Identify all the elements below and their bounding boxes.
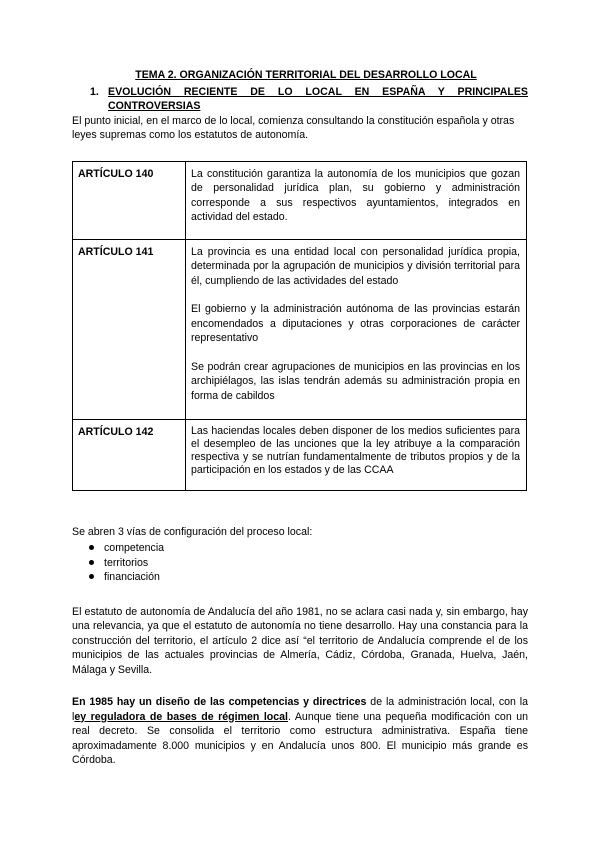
list-item: competencia (92, 541, 528, 556)
estatuto-paragraph: El estatuto de autonomía de Andalucía del año 1981, no se aclara casi nada y, sin embargo, hay una relevancia, ya que el estatuto de autonomía no tiene desarrollo. Hay una constancia para la construcción del territorio, el artículo 2 dice así “el territorio de Andalucía comprende el de los municipios de las actuales provincias de Almería, Cádiz, Córdoba, Granada, Huelva, Jaén, Málaga y Sevilla. (72, 605, 528, 676)
intro-paragraph: El punto inicial, en el marco de lo local, comienza consultando la constitución española y otras leyes supremas como los estatutos de autonomía. (72, 114, 515, 141)
document-title: TEMA 2. ORGANIZACIÓN TERRITORIAL DEL DESARROLLO LOCAL (135, 69, 477, 81)
article-label: ARTÍCULO 140 (73, 161, 186, 239)
section-heading-line1: EVOLUCIÓN RECIENTE DE LO LOCAL EN ESPAÑA Y PRINCIPALES (108, 85, 528, 98)
article-paragraph: Se podrán crear agrupaciones de municipios en las provincias en los archipiélagos, las islas tendrán además su administración propia en forma de cabildos (191, 360, 520, 402)
bullet-icon (89, 560, 94, 565)
section-heading-line2: CONTROVERSIAS (108, 100, 201, 112)
en1985-paragraph: En 1985 hay un diseño de las competencias y directrices de la administración local, con la ley reguladora de bases de régimen local. Aunque tiene una pequeña modificación con un real decreto. Se consolida el territorio como estructura administrativa. España tiene aproximadamente 8.000 municipios y en Andalucía unos 800. El municipio más grande es Córdoba. (72, 696, 529, 766)
document-page (72, 68, 528, 768)
section-number: 1. (90, 85, 99, 98)
article-paragraph: La provincia es una entidad local con personalidad jurídica propia, determinada por la agrupación de municipios y división territorial para él, cumpliendo de las actividades del estado (191, 245, 520, 287)
vias-list (72, 541, 528, 585)
table-row (73, 419, 527, 490)
en1985-bold-lead: En 1985 hay un diseño de las competencias y directrices (72, 696, 367, 708)
article-paragraph: Las haciendas locales deben disponer de los medios suficientes para el desempleo de las unciones que la ley atribuye a la comparación respectiva y se nutrían fundamentalmente de tributos propios y de la participación en los estados y de las CCAA (191, 424, 520, 476)
article-label: ARTÍCULO 141 (73, 239, 186, 419)
table-row (73, 239, 527, 419)
section-heading (72, 85, 528, 114)
article-paragraph: El gobierno y la administración autónoma de las provincias estarán encomendados a diputaciones y otras corporaciones de carácter representativo (191, 303, 520, 344)
list-item: financiación (92, 570, 528, 585)
vias-intro: Se abren 3 vías de configuración del proceso local: (72, 525, 313, 538)
list-item: territorios (92, 556, 528, 571)
article-text (186, 161, 527, 239)
bullet-icon (89, 545, 94, 550)
article-text (186, 419, 527, 490)
article-label: ARTÍCULO 142 (73, 419, 186, 490)
articles-table (72, 161, 527, 491)
law-name: ey reguladora de bases de régimen local (74, 710, 288, 723)
article-paragraph: La constitución garantiza la autonomía de los municipios que gozan de personalidad jurídica plan, su gobierno y administración corresponde a sus respectivos ayuntamientos, integrados en actividad del estado. (191, 167, 520, 223)
table-row (73, 161, 527, 239)
bullet-icon (89, 574, 94, 579)
article-text (186, 239, 527, 419)
